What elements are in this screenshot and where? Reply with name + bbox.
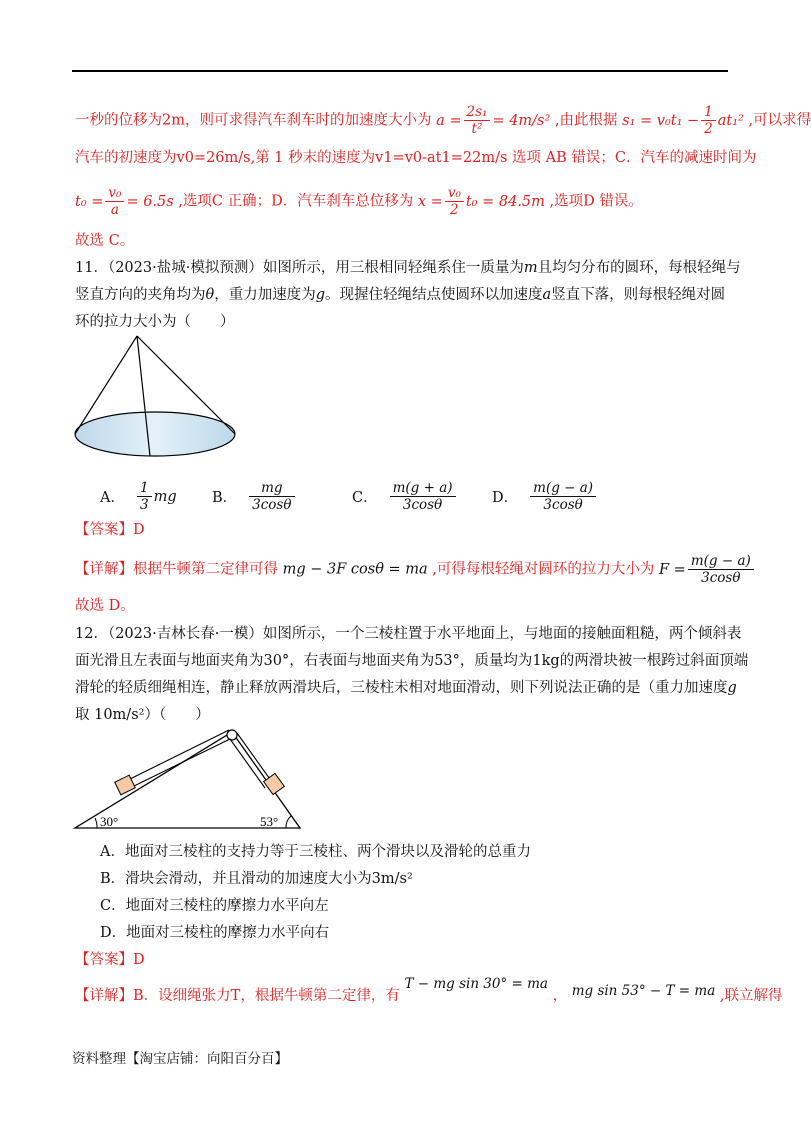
prev-conclusion: 故选 C。 — [75, 233, 135, 249]
header-rule — [72, 70, 728, 72]
displacement-formula: s₁ = v₀t₁ − $\frac{1}{2}$ at₁² — [622, 104, 744, 137]
total-displacement-formula: x = $\frac{\text{v₀}}{2}$ t₀ = 84.5m — [417, 185, 545, 218]
q12-detail: 【详解】B．设细绳张力T，根据牛顿第二定律，有 T − mg sin 30° = ma ， mg sin 53° − T = ma ,联立解得 — [75, 976, 783, 1004]
q12-stem-line-4: 取 10m/s²）（ ） — [75, 707, 210, 723]
q12-stem-line-3: 滑轮的轻质细绳相连，静止释放两滑块后，三棱柱未相对地面滑动，则下列说法正确的是（重力加速度g — [75, 680, 737, 696]
footer-source: 资料整理【淘宝店铺：向阳百分百】 — [72, 1051, 288, 1067]
q12-choice-a[interactable]: A．地面对三棱柱的支持力等于三棱柱、两个滑块以及滑轮的总重力 — [100, 844, 531, 860]
block-right — [264, 773, 285, 794]
q12-choice-b[interactable]: B．滑块会滑动，并且滑动的加速度大小为3m/s² — [100, 871, 413, 887]
angle-arc-right — [286, 816, 291, 828]
prism-figure — [70, 722, 310, 834]
angle-label-right: 53° — [260, 814, 279, 829]
accel-formula: a = $\frac{\text{2s₁}}{\text{t²}}$ = 4m/s² — [436, 104, 551, 137]
q11-option-d[interactable]: D． $\frac{m(g - a)}{3\cos\theta}$ — [492, 480, 598, 513]
rope-left-incline — [130, 730, 230, 786]
q12-choice-d[interactable]: D．地面对三棱柱的摩擦力水平向右 — [100, 925, 330, 941]
q11-option-c[interactable]: C． $\frac{m(g + a)}{3\cos\theta}$ — [352, 480, 458, 513]
angle-arc-left — [95, 818, 97, 828]
q11-detail: 【详解】根据牛顿第二定律可得 mg − 3F cosθ = ma ,可得每根轻绳对圆环的拉力大小为 F = $\frac{m(g - a)}{3\cos\theta}$ — [75, 553, 756, 586]
prev-solution-line-1: 一秒的位移为2m，则可求得汽车刹车时的加速度大小为 a = $\frac{\text{2s₁}}{\text{t²}}$ = 4m/s² ,由此根据 s₁ = v₀t₁ − $\frac{1}{2}$ at₁² ,可以求得 — [75, 104, 811, 137]
pulley — [227, 730, 237, 740]
ring-ellipse — [75, 412, 235, 456]
q12-choice-c[interactable]: C．地面对三棱柱的摩擦力水平向左 — [100, 898, 329, 914]
angle-label-left: 30° — [100, 814, 119, 829]
q11-conclusion: 故选 D。 — [75, 598, 135, 614]
time-formula: t₀ = $\frac{\text{v₀}}{a}$ = 6.5s — [75, 185, 174, 218]
q11-option-b[interactable]: B． $\frac{mg}{3\cos\theta}$ — [212, 480, 297, 513]
q11-stem-line-1: 11．（2023·盐城·模拟预测）如图所示，用三根相同轻绳系住一质量为m且均匀分布的圆环，每根轻绳与 — [75, 260, 741, 276]
q11-option-a[interactable]: A． $\frac{1}{3}$ mg — [100, 480, 177, 513]
q11-stem-line-2: 竖直方向的夹角均为θ，重力加速度为g。现握住轻绳结点使圆环以加速度a竖直下落，则每根轻绳对圆 — [75, 287, 726, 303]
q12-stem-line-1: 12．（2023·吉林长春·一模）如图所示，一个三棱柱置于水平地面上，与地面的接触面粗糙，两个倾斜表 — [75, 626, 742, 642]
q12-stem-line-2: 面光滑且左表面与地面夹角为30°，右表面与地面夹角为53°，质量均为1kg的两滑块被一根跨过斜面顶端 — [75, 653, 749, 669]
q12-answer: 【答案】D — [75, 952, 145, 968]
cone-ring-figure — [70, 330, 240, 465]
q11-stem-line-3: 环的拉力大小为（ ） — [75, 314, 235, 330]
q11-answer: 【答案】D — [75, 522, 145, 538]
prev-solution-line-3: t₀ = $\frac{\text{v₀}}{a}$ = 6.5s ,选项C 正确；D．汽车刹车总位移为 x = $\frac{\text{v₀}}{2}$ t₀ = 84.5m ,选项D 错误。 — [75, 185, 643, 218]
prev-solution-line-2: 汽车的初速度为v0=26m/s,第 1 秒末的速度为v1=v0-at1=22m/s 选项 AB 错误；C．汽车的减速时间为 — [75, 150, 757, 166]
